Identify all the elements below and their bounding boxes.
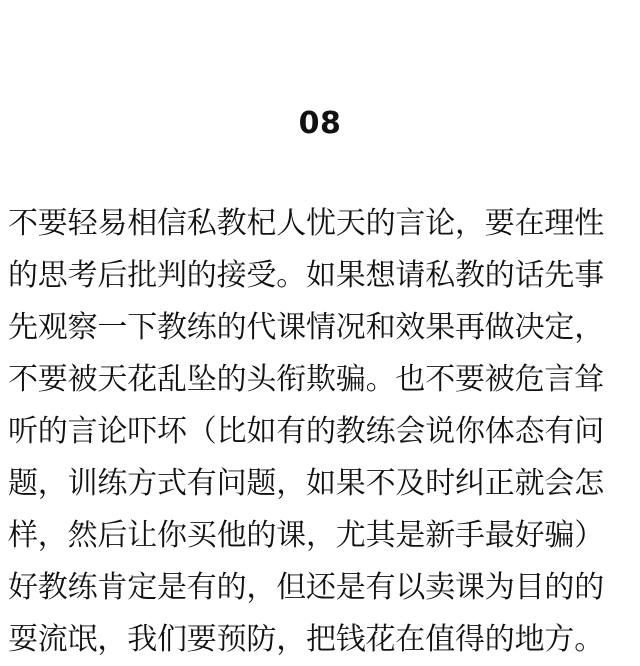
paragraph-line-7: 样，然后让你买他的课，尤其是新手最好骗） xyxy=(8,518,604,553)
article-paragraph xyxy=(8,198,636,666)
paragraph-line-8: 好教练肯定是有的，但还是有以卖课为目的的 xyxy=(8,570,604,605)
paragraph-line-3: 先观察一下教练的代课情况和效果再做决定， xyxy=(8,310,604,345)
paragraph-line-2: 的思考后批判的接受。如果想请私教的话先事 xyxy=(8,258,604,293)
paragraph-line-9: 耍流氓，我们要预防，把钱花在值得的地方。 xyxy=(8,622,604,657)
paragraph-line-6: 题，训练方式有问题，如果不及时纠正就会怎 xyxy=(8,466,604,501)
section-number: 08 xyxy=(298,106,342,141)
paragraph-line-4: 不要被天花乱坠的头衔欺骗。也不要被危言耸 xyxy=(8,362,604,397)
paragraph-line-1: 不要轻易相信私教杞人忧天的言论，要在理性 xyxy=(8,206,604,241)
paragraph-line-5: 听的言论吓坏（比如有的教练会说你体态有问 xyxy=(8,414,604,449)
